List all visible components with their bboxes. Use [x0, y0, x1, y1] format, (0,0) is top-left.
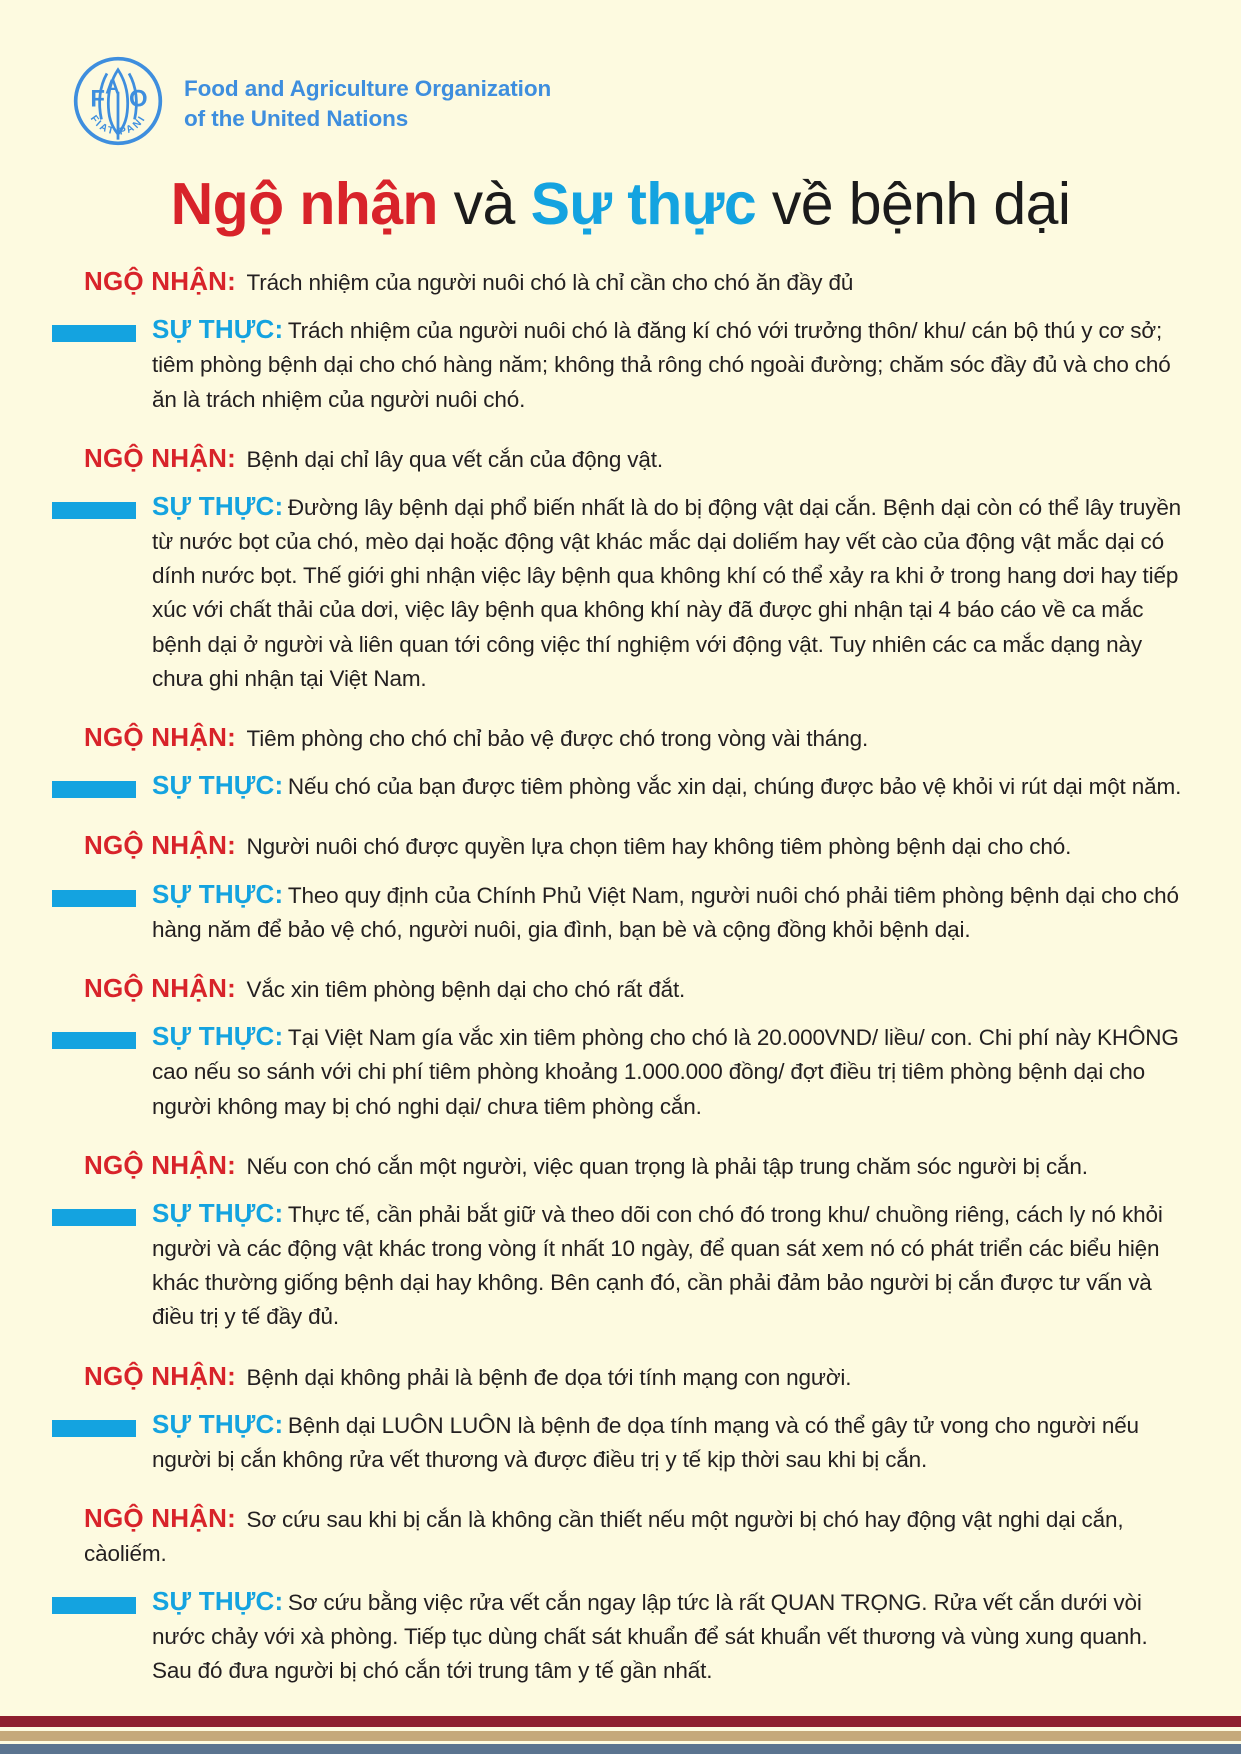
fact-row: [52, 1409, 1189, 1477]
fact-bar-icon: [52, 1209, 136, 1226]
header: [0, 0, 1241, 152]
fact-text: Bệnh dại LUÔN LUÔN là bệnh đe dọa tính mạng và có thể gây tử vong cho người nếu người bị cắn không rửa vết thương và được điều trị y tế kịp thời sau khi bị cắn.: [152, 1412, 1139, 1472]
myth-text: Bệnh dại không phải là bệnh đe dọa tới tính mạng con người.: [246, 1364, 852, 1390]
myth-label: NGỘ NHẬN:: [84, 1149, 237, 1180]
fao-organization-name: Food and Agriculture Organization of the United Nations: [184, 76, 552, 131]
footer-stripe-tan: [0, 1731, 1241, 1741]
title-word-fact: Sự thực: [530, 171, 757, 237]
myth-label: NGỘ NHẬN:: [84, 1503, 237, 1534]
myth-fact-block: [52, 830, 1189, 947]
fact-text: Nếu chó của bạn được tiêm phòng vắc xin dại, chúng được bảo vệ khỏi vi rút dại một năm.: [287, 774, 1182, 800]
myth-label: NGỘ NHẬN:: [84, 265, 237, 296]
fact-text: Đường lây bệnh dại phổ biến nhất là do bị động vật dại cắn. Bệnh dại còn có thể lây truyền từ nước bọt của chó, mèo dại hoặc động vật khác mắc dại doliếm hay vết cào của động vật mắc dại có dính nước bọt. Thế giới ghi nhận việc lây bệnh qua không khí có thể xảy ra khi ở trong hang dơi hay tiếp xúc với chất thải của dơi, việc lây bệnh qua không khí này đã được ghi nhận tại 4 báo cáo về ca mắc bệnh dại ở người và liên quan tới công việc thí nghiệm với động vật. Tuy nhiên các ca mắc dạng này chưa ghi nhận tại Việt Nam.: [152, 494, 1182, 691]
svg-text:FIAT PANIS: FIAT PANI: [87, 113, 149, 138]
myth-text: Vắc xin tiêm phòng bệnh dại cho chó rất đắt.: [246, 976, 686, 1002]
myth-fact-block: [52, 973, 1189, 1124]
myth-label: NGỘ NHẬN:: [84, 1360, 237, 1391]
myth-text: Người nuôi chó được quyền lựa chọn tiêm hay không tiêm phòng bệnh dại cho chó.: [246, 834, 1072, 860]
myth-fact-block: [52, 722, 1189, 804]
fact-label: SỰ THỰC:: [152, 314, 284, 345]
myth-row: [52, 1361, 1189, 1395]
myth-fact-block: [52, 1503, 1189, 1688]
myth-row: [52, 266, 1189, 300]
fact-bar-icon: [52, 1032, 136, 1049]
fact-text: Trách nhiệm của người nuôi chó là đăng kí chó với trưởng thôn/ khu/ cán bộ thú y cơ sở; tiêm phòng bệnh dại cho chó hàng năm; không thả rông chó ngoài đường; chăm sóc đầy đủ và cho chó ăn là trách nhiệm của người nuôi chó.: [152, 318, 1171, 412]
svg-text:O: O: [129, 85, 148, 113]
fact-label: SỰ THỰC:: [152, 1197, 284, 1228]
myth-fact-block: [52, 266, 1189, 417]
footer-stripe-blue: [0, 1744, 1241, 1754]
svg-text:F: F: [90, 85, 106, 113]
myth-fact-list: [0, 236, 1241, 1688]
fact-bar-icon: [52, 1420, 136, 1437]
fact-label: SỰ THỰC:: [152, 490, 284, 521]
myth-row: [52, 443, 1189, 477]
fact-label: SỰ THỰC:: [152, 1408, 284, 1439]
myth-row: [52, 1503, 1189, 1571]
fact-bar-icon: [52, 1597, 136, 1614]
fact-row: [52, 1586, 1189, 1689]
fact-bar-icon: [52, 781, 136, 798]
myth-text: Bệnh dại chỉ lây qua vết cắn của động vật.: [246, 446, 663, 472]
myth-row: [52, 722, 1189, 756]
fao-logo-icon: [72, 55, 164, 152]
myth-text: Tiêm phòng cho chó chỉ bảo vệ được chó trong vòng vài tháng.: [246, 726, 869, 751]
myth-row: [52, 830, 1189, 864]
fact-text: Theo quy định của Chính Phủ Việt Nam, người nuôi chó phải tiêm phòng bệnh dại cho chó hàng năm để bảo vệ chó, người nuôi, gia đình, bạn bè và cộng đồng khỏi bệnh dại.: [152, 882, 1179, 942]
myth-row: [52, 1150, 1189, 1184]
fact-bar-icon: [52, 502, 136, 519]
myth-text: Sơ cứu sau khi bị cắn là không cần thiết nếu một người bị chó hay động vật nghi dại cắn, càoliếm.: [84, 1507, 1124, 1567]
fact-bar-icon: [52, 890, 136, 907]
title-tail: về bệnh dại: [756, 171, 1071, 237]
myth-label: NGỘ NHẬN:: [84, 722, 237, 752]
fact-row: [52, 1021, 1189, 1124]
fact-label: SỰ THỰC:: [152, 770, 284, 801]
fact-text: Sơ cứu bằng việc rửa vết cắn ngay lập tức là rất QUAN TRỌNG. Rửa vết cắn dưới vòi nước chảy với xà phòng. Tiếp tục dùng chất sát khuẩn để sát khuẩn vết thương và vùng xung quanh. Sau đó đưa người bị chó cắn tới trung tâm y tế gần nhất.: [152, 1589, 1148, 1683]
fact-row: [52, 879, 1189, 947]
myth-label: NGỘ NHẬN:: [84, 972, 237, 1003]
fact-row: [52, 314, 1189, 417]
title-word-myth: Ngộ nhận: [170, 171, 438, 237]
fact-text: Tại Việt Nam gía vắc xin tiêm phòng cho chó là 20.000VND/ liều/ con. Chi phí này KHÔNG cao nếu so sánh với chi phí tiêm phòng khoảng 1.000.000 đồng/ đợt điều trị tiêm phòng bệnh dại cho người không may bị chó nghi dại/ chưa tiêm phòng cắn.: [152, 1025, 1179, 1119]
fact-text: Thực tế, cần phải bắt giữ và theo dõi con chó đó trong khu/ chuồng riêng, cách ly nó khỏi người và các động vật khác trong vòng ít nhất 10 ngày, để quan sát xem nó có phát triển các biểu hiện khác thường giống bệnh dại hay không. Bên cạnh đó, cần phải đảm bảo người bị cắn được tư vấn và điều trị y tế đầy đủ.: [152, 1201, 1163, 1330]
fact-row: [52, 1198, 1189, 1335]
footer-stripe-red: [0, 1716, 1241, 1727]
fact-row: [52, 491, 1189, 696]
myth-fact-block: [52, 1361, 1189, 1478]
fact-label: SỰ THỰC:: [152, 1585, 284, 1616]
myth-fact-block: [52, 443, 1189, 696]
fact-label: SỰ THỰC:: [152, 878, 284, 909]
fact-bar-icon: [52, 325, 136, 342]
svg-text:A: A: [105, 76, 120, 99]
fact-row: [52, 770, 1189, 804]
footer-stripes: [0, 1716, 1241, 1754]
myth-label: NGỘ NHẬN:: [84, 442, 237, 473]
page-title: [0, 171, 1241, 237]
myth-text: Trách nhiệm của người nuôi chó là chỉ cần cho chó ăn đầy đủ: [246, 269, 854, 295]
title-conjunction: và: [437, 171, 531, 237]
myth-text: Nếu con chó cắn một người, việc quan trọng là phải tập trung chăm sóc người bị cắn.: [246, 1153, 1088, 1179]
myth-label: NGỘ NHẬN:: [84, 830, 237, 861]
myth-fact-block: [52, 1150, 1189, 1335]
fact-label: SỰ THỰC:: [152, 1021, 284, 1052]
myth-row: [52, 973, 1189, 1007]
